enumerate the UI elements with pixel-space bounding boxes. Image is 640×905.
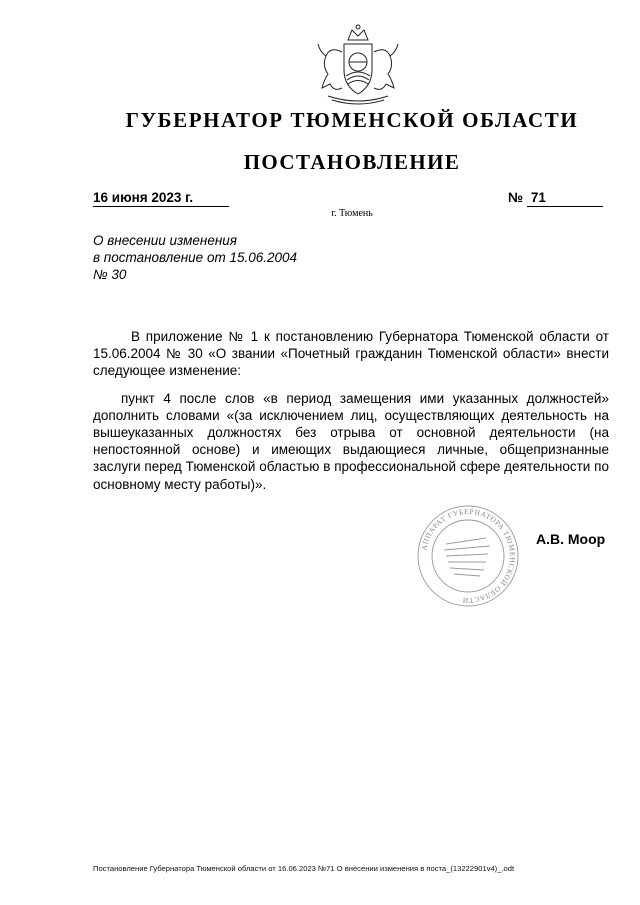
footer-filename: Постановление Губернатора Тюменской области от 16.06.2023 №71 О внесении изменения в поста_(13222901v4)_.odt [93, 864, 515, 873]
document-type-heading: ПОСТАНОВЛЕНИЕ [243, 150, 461, 174]
subject-line: О внесении изменения [93, 233, 238, 248]
subject-line: в постановление от 15.06.2004 [93, 250, 298, 265]
document-number-field [508, 189, 603, 207]
number-sign: № [508, 190, 524, 205]
document-number: 71 [527, 189, 603, 207]
document-city: г. Тюмень [331, 208, 373, 219]
document-body [93, 328, 609, 499]
stamp-text: АППАРАТ ГУБЕРНАТОРА ТЮМЕНСКОЙ ОБЛАСТИ [419, 506, 518, 606]
svg-text:АППАРАТ ГУБЕРНАТОРА ТЮМЕНСКОЙ [419, 507, 517, 605]
signer-name: А.В. Моор [536, 531, 606, 547]
body-paragraph: В приложение № 1 к постановлению Губернатора Тюменской области от 15.06.2004 № 30 «О звании «Почетный гражданин Тюменской области» внести следующее изменение: [93, 329, 609, 379]
tyumen-coat-of-arms-icon [312, 22, 404, 108]
document-date: 16 июня 2023 г. [93, 189, 229, 207]
official-stamp-icon [416, 504, 520, 608]
body-paragraph: пункт 4 после слов «в период замещения ими указанных должностей» дополнить словами «(за исключением лиц, осуществляющих деятельность на вышеуказанных должностях без отрыва от основной деятельности (на непостоянной основе) и имеющих выдающиеся личные, общепризнанные заслуги перед Тюменской областью в профессиональной сфере деятельности по основному месту работы)». [93, 390, 609, 492]
subject-line: № 30 [93, 267, 127, 282]
document-subject [93, 232, 297, 283]
issuing-authority-heading: ГУБЕРНАТОР ТЮМЕНСКОЙ ОБЛАСТИ [125, 108, 579, 132]
